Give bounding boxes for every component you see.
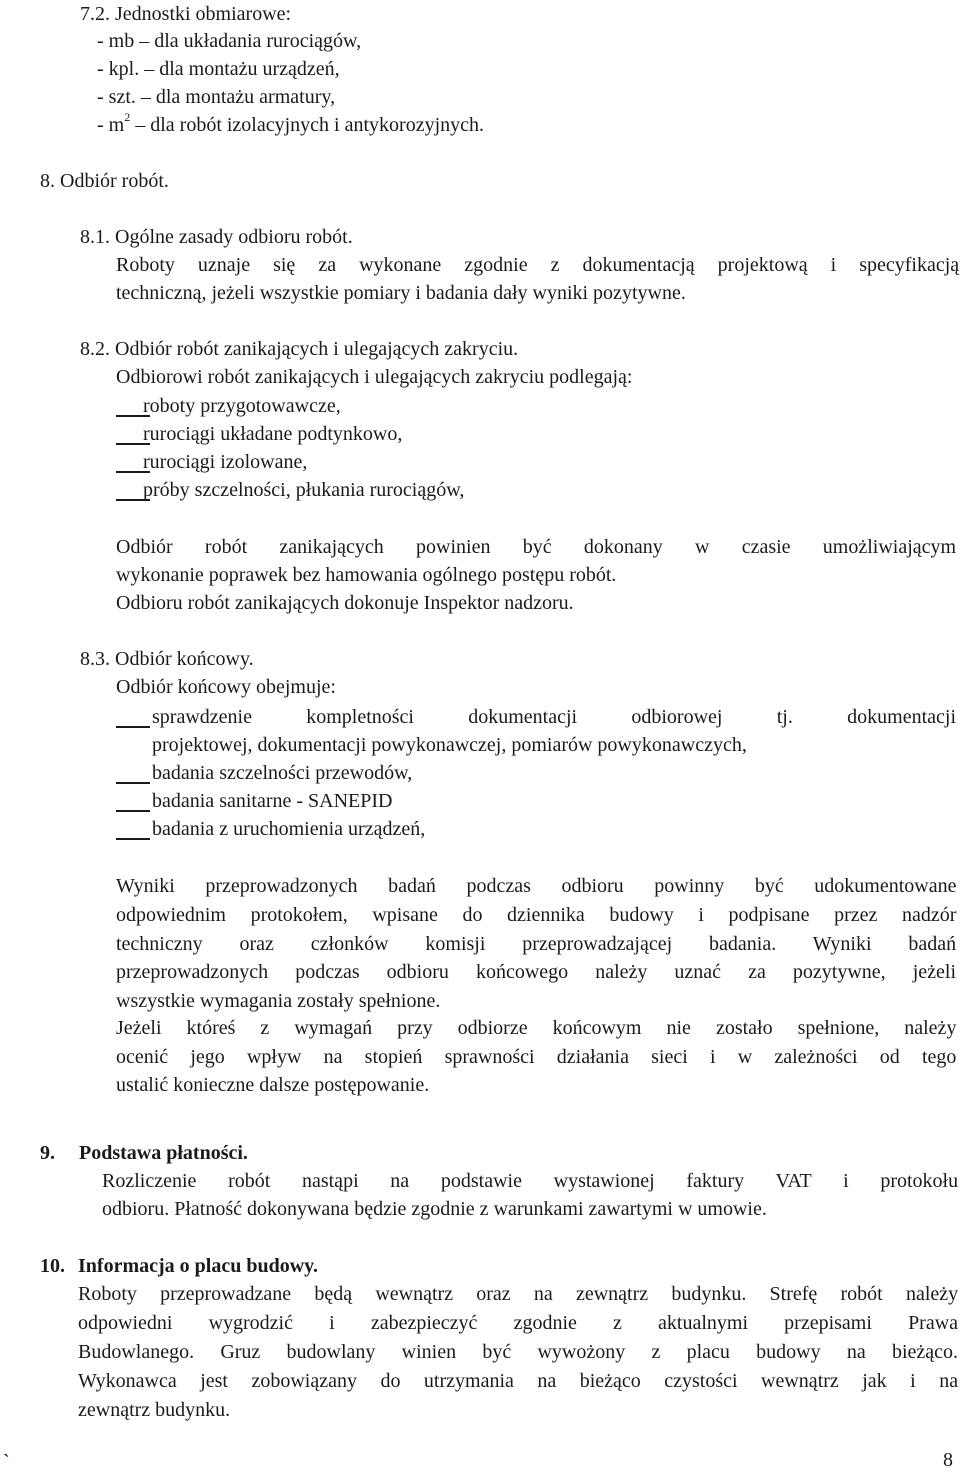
list-item-continuation: projektowej, dokumentacji powykonawczej, pomiarów powykonawczych, (152, 734, 747, 756)
list-intro: Odbiorowi robót zanikających i ulegających zakryciu podlegają: (116, 366, 633, 388)
paragraph-line: wykonanie poprawek bez hamowania ogólnego postępu robót. (116, 564, 617, 586)
list-dash (116, 782, 150, 784)
paragraph-line: ocenić jego wpływ na stopień sprawności działania sieci i w zależności od tego (116, 1046, 957, 1068)
list-dash (116, 810, 150, 812)
list-item: próby szczelności, płukania rurociągów, (143, 479, 465, 501)
paragraph-line: Wyniki przeprowadzonych badań podczas odbioru powinny być udokumentowane (116, 875, 957, 897)
footer-mark: ` (3, 1451, 10, 1473)
unit-item: - kpl. – dla montażu urządzeń, (97, 58, 340, 80)
paragraph-line: odpowiednim protokołem, wpisane do dziennika budowy i podpisane przez nadzór (116, 904, 957, 926)
section-10-number: 10. (40, 1255, 65, 1277)
paragraph-line: Roboty przeprowadzane będą wewnątrz oraz na zewnątrz budynku. Strefę robót należy (78, 1283, 959, 1305)
unit-item-m2: - $m^2$ – dla robót izolacyjnych i antykorozyjnych. (97, 110, 485, 136)
paragraph-line: ustalić konieczne dalsze postępowanie. (116, 1074, 430, 1096)
list-item: badania szczelności przewodów, (152, 762, 413, 784)
paragraph-line: odbioru. Płatność dokonywana będzie zgodnie z warunkami zawartymi w umowie. (102, 1198, 767, 1220)
paragraph-line: Jeżeli któreś z wymagań przy odbiorze końcowym nie zostało spełnione, należy (116, 1017, 957, 1039)
paragraph-line: Rozliczenie robót nastąpi na podstawie wystawionej faktury VAT i protokołu (102, 1170, 959, 1192)
list-item: rurociągi izolowane, (143, 451, 308, 473)
section-8-1-heading: 8.1. Ogólne zasady odbioru robót. (80, 226, 353, 248)
list-item: rurociągi układane podtynkowo, (143, 423, 403, 445)
list-item: sprawdzenie kompletności dokumentacji odbiorowej tj. dokumentacji (152, 706, 956, 728)
section-9-heading: Podstawa płatności. (79, 1142, 248, 1164)
section-7-2-heading: 7.2. Jednostki obmiarowe: (80, 3, 292, 25)
section-8-2-heading: 8.2. Odbiór robót zanikających i ulegających zakryciu. (80, 338, 519, 360)
list-intro: Odbiór końcowy obejmuje: (116, 676, 336, 698)
list-item: badania sanitarne - SANEPID (152, 790, 393, 812)
paragraph-line: przeprowadzonych podczas odbioru końcowego należy uznać za pozytywne, jeżeli (116, 961, 957, 983)
paragraph-line: techniczną, jeżeli wszystkie pomiary i badania dały wyniki pozytywne. (116, 282, 686, 304)
paragraph-line: zewnątrz budynku. (78, 1399, 231, 1421)
page-number: 8 (943, 1449, 953, 1471)
list-dash (116, 726, 150, 728)
section-8-heading: 8. Odbiór robót. (40, 170, 169, 192)
paragraph-line: techniczny oraz członków komisji przeprowadzającej badania. Wyniki badań (116, 933, 957, 955)
paragraph-line: Wykonawca jest zobowiązany do utrzymania na bieżąco czystości wewnątrz jak i na (78, 1370, 959, 1392)
list-dash (116, 838, 150, 840)
list-item: roboty przygotowawcze, (143, 395, 341, 417)
unit-item: - szt. – dla montażu armatury, (97, 86, 336, 108)
paragraph-line: Odbiór robót zanikających powinien być dokonany w czasie umożliwiającym (116, 536, 957, 558)
list-item: badania z uruchomienia urządzeń, (152, 818, 426, 840)
section-10-heading: Informacja o placu budowy. (78, 1255, 319, 1277)
paragraph-line: Roboty uznaje się za wykonane zgodnie z dokumentacją projektową i specyfikacją (116, 254, 960, 276)
section-8-3-heading: 8.3. Odbiór końcowy. (80, 648, 254, 670)
paragraph-line: Budowlanego. Gruz budowlany winien być wywożony z placu budowy na bieżąco. (78, 1341, 959, 1363)
paragraph-line: odpowiedni wygrodzić i zabezpieczyć zgodnie z aktualnymi przepisami Prawa (78, 1312, 959, 1334)
unit-item: - mb – dla układania rurociągów, (97, 30, 362, 52)
paragraph-line: wszystkie wymagania zostały spełnione. (116, 990, 441, 1012)
paragraph-line: Odbioru robót zanikających dokonuje Inspektor nadzoru. (116, 592, 574, 614)
section-9-number: 9. (40, 1142, 55, 1164)
